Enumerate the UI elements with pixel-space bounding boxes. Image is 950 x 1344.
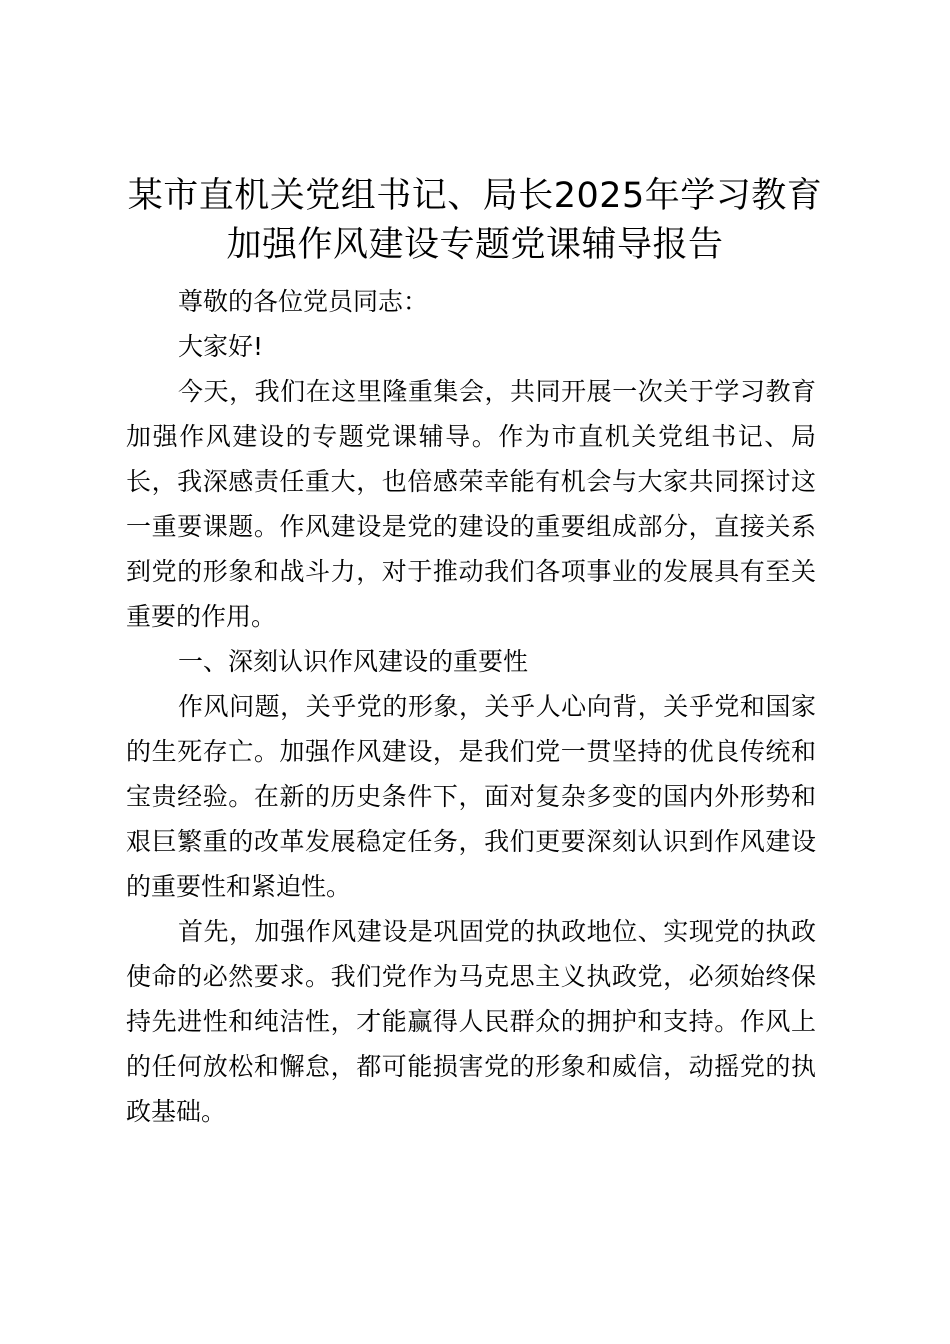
- paragraph-line: 作风问题，关乎党的形象，关乎人心向背，关乎党和国家: [178, 692, 816, 721]
- document-title-line-1: 某市直机关党组书记、局长2025年学习教育: [127, 176, 823, 216]
- paragraph-first-point: [126, 909, 816, 1134]
- paragraph-line: 的任何放松和懈怠，都可能损害党的形象和威信，动摇党的执: [126, 1052, 816, 1081]
- paragraph-line: 政基础。: [126, 1097, 227, 1126]
- document-body: [126, 279, 816, 1134]
- paragraph-line: 持先进性和纯洁性，才能赢得人民群众的拥护和支持。作风上: [126, 1007, 816, 1036]
- paragraph-line: 加强作风建设的专题党课辅导。作为市直机关党组书记、局: [126, 422, 816, 451]
- section-heading-1: 一、深刻认识作风建设的重要性: [178, 647, 529, 676]
- paragraph-line: 一重要课题。作风建设是党的建设的重要组成部分，直接关系: [126, 512, 816, 541]
- paragraph-style-issues: [126, 684, 816, 909]
- paragraph-line: 使命的必然要求。我们党作为马克思主义执政党，必须始终保: [126, 962, 816, 991]
- document-title-line-2: 加强作风建设专题党课辅导报告: [226, 225, 724, 265]
- greeting: 大家好!: [178, 332, 264, 361]
- paragraph-line: 艰巨繁重的改革发展稳定任务，我们更要深刻认识到作风建设: [126, 827, 816, 856]
- paragraph-line: 的生死存亡。加强作风建设，是我们党一贯坚持的优良传统和: [126, 737, 816, 766]
- paragraph-line: 今天，我们在这里隆重集会，共同开展一次关于学习教育: [178, 377, 816, 406]
- paragraph-line: 到党的形象和战斗力，对于推动我们各项事业的发展具有至关: [126, 557, 816, 586]
- paragraph-line: 的重要性和紧迫性。: [126, 872, 352, 901]
- paragraph-line: 长，我深感责任重大，也倍感荣幸能有机会与大家共同探讨这: [126, 467, 816, 496]
- paragraph-line: 宝贵经验。在新的历史条件下，面对复杂多变的国内外形势和: [126, 782, 816, 811]
- salutation: 尊敬的各位党员同志：: [178, 287, 429, 316]
- paragraph-line: 首先，加强作风建设是巩固党的执政地位、实现党的执政: [178, 917, 816, 946]
- paragraph-intro: [126, 369, 816, 639]
- paragraph-line: 重要的作用。: [126, 602, 277, 631]
